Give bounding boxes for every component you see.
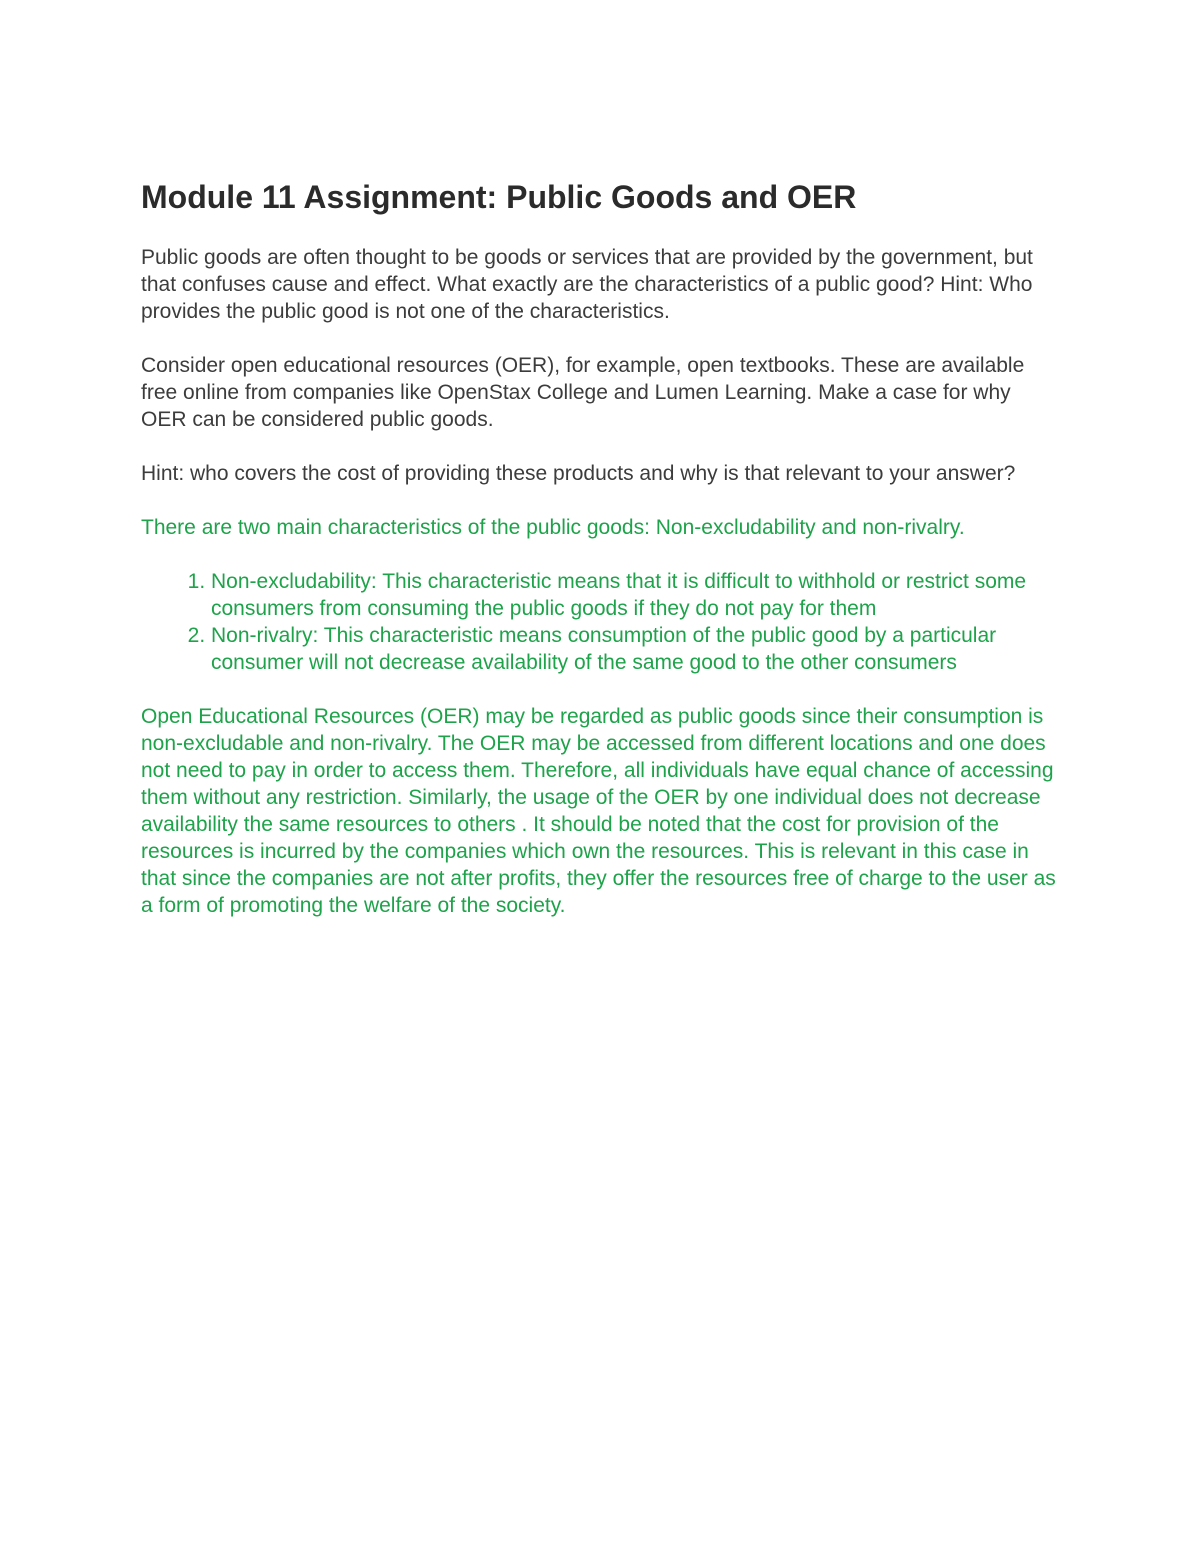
question-paragraph-1: Public goods are often thought to be goods or services that are provided by the government, but that confuses cause and effect. What exactly are the characteristics of a public good? Hint: Who provides the public good is not one of the characteristics. [141, 246, 1033, 323]
document-title: Module 11 Assignment: Public Goods and OER [141, 179, 857, 215]
list-item-non-excludability: 1. Non-excludability: This characteristic means that it is difficult to withhold or restrict some consumers from consuming the public goods if they do not pay for them [211, 568, 1061, 622]
characteristics-list [141, 568, 1061, 676]
document-page [141, 177, 1061, 946]
answer-conclusion: Open Educational Resources (OER) may be regarded as public goods since their consumption is non-excludable and non-rivalry. The OER may be accessed from different locations and one does not need to pay in order to access them. Therefore, all individuals have equal chance of accessing them without any restriction. Similarly, the usage of the OER by one individual does not decrease availability the same resources to others . It should be noted that the cost for provision of the resources is incurred by the companies which own the resources. This is relevant in this case in that since the companies are not after profits, they offer the resources free of charge to the user as a form of promoting the welfare of the society. [141, 705, 1056, 917]
question-paragraph-2: Consider open educational resources (OER), for example, open textbooks. These are available free online from companies like OpenStax College and Lumen Learning. Make a case for why OER can be considered public goods. [141, 354, 1025, 431]
question-paragraph-3: Hint: who covers the cost of providing these products and why is that relevant to your answer? [141, 462, 1016, 485]
list-item-non-rivalry: 2. Non-rivalry: This characteristic means consumption of the public good by a particular consumer will not decrease availability of the same good to the other consumers [211, 622, 1061, 676]
answer-intro: There are two main characteristics of the public goods: Non-excludability and non-rivalry. [141, 516, 965, 539]
